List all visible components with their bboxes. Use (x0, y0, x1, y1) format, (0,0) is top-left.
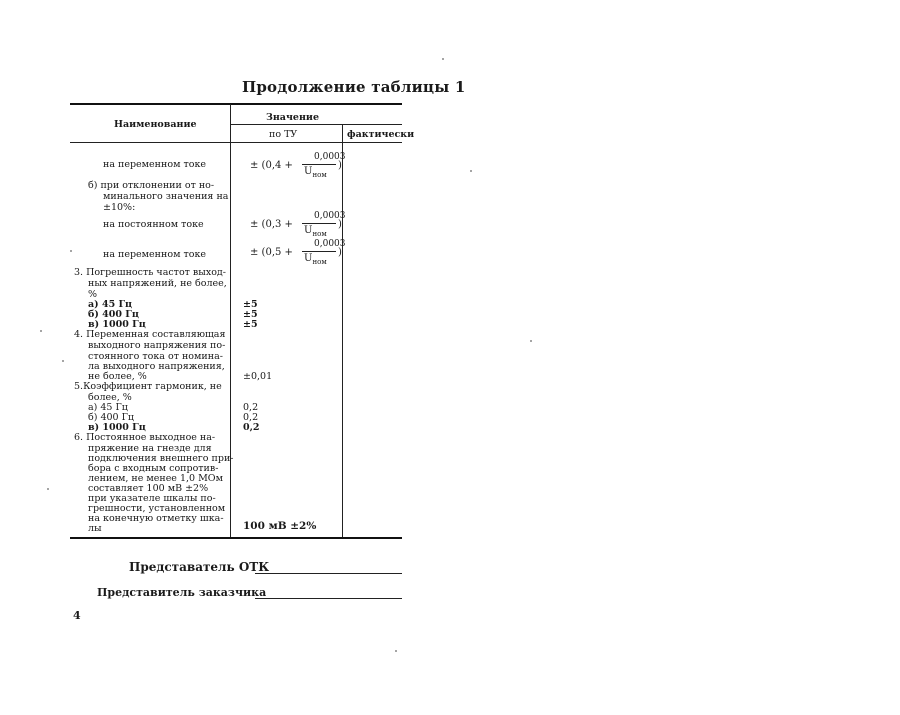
header-actual: фактически (347, 129, 415, 140)
item-deviation-line-3: ±10%: (103, 202, 136, 213)
scan-speck (395, 650, 397, 652)
header-value-group: Значение (266, 112, 320, 123)
item5-sub-a-value: 0,2 (243, 402, 259, 413)
item6-line-4: бора с входным сопротив- (88, 463, 219, 474)
item4-line-5: не более, % (88, 371, 147, 382)
item6-value: 100 мВ ±2% (243, 520, 317, 532)
column-divider-2 (342, 125, 343, 537)
item3-sub-c-label: в) 1000 Гц (88, 319, 146, 330)
item5-line-1: 5.Коэффициент гармоник, не (74, 381, 222, 392)
signature-otk-line (255, 573, 402, 574)
item6-line-10: лы (88, 523, 102, 534)
item3-sub-b-value: ±5 (243, 309, 258, 320)
item-deviation-line-1: б) при отклонении от но- (88, 180, 215, 191)
header-subrule (231, 124, 402, 125)
item4-line-3: стоянного тока от номина- (88, 351, 223, 362)
signature-customer-line (255, 598, 402, 599)
item5-sub-a-label: а) 45 Гц (88, 402, 128, 413)
item4-value: ±0,01 (243, 371, 273, 382)
page-number: 4 (73, 609, 81, 622)
item5-sub-c-value: 0,2 (243, 422, 260, 433)
item5-line-2: более, % (88, 392, 132, 403)
scan-speck (40, 330, 42, 332)
item4-line-4: ла выходного напряжения, (88, 361, 225, 372)
item6-line-8: грешности, установленном (88, 503, 226, 514)
item3-sub-c-value: ±5 (243, 319, 258, 330)
signature-customer-label: Представитель заказчика (97, 586, 267, 599)
item6-line-2: пряжение на гнезде для (88, 443, 212, 454)
item3-sub-a-value: ±5 (243, 299, 258, 310)
item5-sub-b-label: б) 400 Гц (88, 412, 134, 423)
header-bottom-rule (70, 142, 402, 143)
item3-line-1: 3. Погрешность частот выход- (74, 267, 226, 278)
row-ac-label: на переменном токе (103, 159, 207, 170)
item3-sub-b-label: б) 400 Гц (88, 309, 139, 320)
scan-speck (70, 250, 72, 252)
header-name: Наименование (114, 119, 197, 130)
item5-sub-c-label: в) 1000 Гц (88, 422, 146, 433)
scan-speck (442, 58, 444, 60)
document-page: Продолжение таблицы 1 Наименование Значение по ТУ фактически на переменном токе ± (0,4 + 0,0003 $U_{ном}$ ) б) при отклонении от но- минального значения на ±10%: на постоянном токе ± (0,3 + 0,0003 $U_{ном}$ ) на переменном токе ± (0,5 + 0,0003 $U_{ном}$ ) 3. Погрешность частот выход- ных напряжений, не более, % а) 45 Гц ±5 б) 400 Гц ±5 в) 1000 Гц ±5 4. Переменная составляющая выходного напряжения по- стоянного тока от номина- ла выходного напряжения, не более, % ±0,01 5.Коэффициент гармоник, не более, % а) 45 Гц 0,2 б) 400 Гц 0,2 в) 1000 Гц 0,2 6. Постоянное выходное на- пряжение на гнезде для подключения внешнего при- бора с входным сопротив- лением, не менее 1,0 МОм составляет 100 мВ ±2% при указателе шкалы по- грешности, установленном на конечную отметку шка- лы 100 мВ ±2% Представатель ОТК Представитель заказчика 4 (0, 0, 900, 715)
item3-line-2: ных напряжений, не более, (88, 278, 227, 289)
item3-line-3: % (88, 289, 98, 300)
item6-line-3: подключения внешнего при- (88, 453, 234, 464)
scan-speck (530, 340, 532, 342)
scan-speck (47, 488, 49, 490)
item3-sub-a-label: а) 45 Гц (88, 299, 133, 310)
table-continuation-title: Продолжение таблицы 1 (242, 78, 466, 96)
item5-sub-b-value: 0,2 (243, 412, 259, 423)
item-deviation-line-2: минального значения на (103, 191, 229, 202)
signature-otk-label: Представатель ОТК (129, 560, 270, 574)
row-dc-label: на постоянном токе (103, 219, 204, 230)
table-top-rule (70, 103, 402, 105)
item6-line-7: при указателе шкалы по- (88, 493, 216, 504)
item6-line-6: составляет 100 мВ ±2% (88, 483, 209, 494)
column-divider-1 (230, 104, 231, 537)
item4-line-1: 4. Переменная составляющая (74, 329, 226, 340)
table-bottom-rule (70, 537, 402, 539)
item4-line-2: выходного напряжения по- (88, 340, 226, 351)
row-ac-label-2: на переменном токе (103, 249, 207, 260)
item6-line-9: на конечную отметку шка- (88, 513, 224, 524)
scan-speck (62, 360, 64, 362)
header-spec: по ТУ (269, 129, 298, 140)
item6-line-5: лением, не менее 1,0 МОм (88, 473, 223, 484)
scan-speck (470, 170, 472, 172)
item6-line-1: 6. Постоянное выходное на- (74, 432, 216, 443)
